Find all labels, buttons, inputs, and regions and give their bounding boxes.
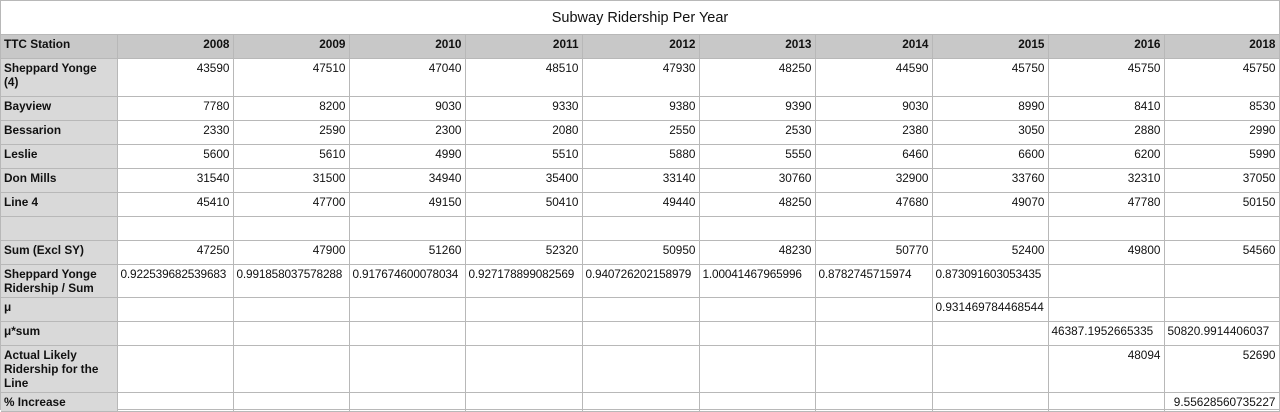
- table-cell[interactable]: 9380: [582, 96, 699, 120]
- row-label[interactable]: Bayview: [1, 96, 117, 120]
- table-cell[interactable]: [117, 216, 233, 240]
- table-cell[interactable]: [233, 321, 349, 345]
- header-year[interactable]: 2008: [117, 35, 233, 58]
- table-cell[interactable]: [349, 321, 465, 345]
- table-cell[interactable]: [932, 392, 1048, 411]
- header-year[interactable]: 2012: [582, 35, 699, 58]
- sheet-title[interactable]: Subway Ridership Per Year: [1, 1, 1279, 35]
- table-cell[interactable]: 0.917674600078034: [349, 264, 465, 297]
- table-cell[interactable]: 9.55628560735227: [1164, 392, 1279, 411]
- table-cell[interactable]: 2300: [349, 120, 465, 144]
- header-year[interactable]: 2011: [465, 35, 582, 58]
- table-cell[interactable]: [233, 392, 349, 411]
- table-cell[interactable]: 33140: [582, 168, 699, 192]
- table-cell[interactable]: 50820.9914406037: [1164, 321, 1279, 345]
- table-cell[interactable]: 52400: [932, 240, 1048, 264]
- table-cell[interactable]: 32310: [1048, 168, 1164, 192]
- table-cell[interactable]: [349, 345, 465, 392]
- row-label[interactable]: Line 4: [1, 192, 117, 216]
- table-row: [1, 192, 1279, 216]
- table-cell[interactable]: 33760: [932, 168, 1048, 192]
- table-row: [1, 96, 1279, 120]
- header-row: [1, 35, 1279, 58]
- table-cell[interactable]: 0.991858037578288: [233, 264, 349, 297]
- table-cell[interactable]: 0.8782745715974: [815, 264, 932, 297]
- table-cell[interactable]: 45750: [932, 58, 1048, 96]
- table-cell[interactable]: 47900: [233, 240, 349, 264]
- header-station[interactable]: TTC Station: [1, 35, 117, 58]
- table-cell[interactable]: 47930: [582, 58, 699, 96]
- table-cell[interactable]: 2330: [117, 120, 233, 144]
- table-cell[interactable]: 45750: [1048, 58, 1164, 96]
- table-cell[interactable]: [582, 392, 699, 411]
- table-cell[interactable]: [349, 297, 465, 321]
- table-cell[interactable]: [815, 297, 932, 321]
- table-cell[interactable]: 5880: [582, 144, 699, 168]
- table-row: [1, 321, 1279, 345]
- table-cell[interactable]: 2380: [815, 120, 932, 144]
- table-row: [1, 120, 1279, 144]
- table-cell[interactable]: 54560: [1164, 240, 1279, 264]
- table-cell[interactable]: [1164, 216, 1279, 240]
- table-cell[interactable]: [349, 216, 465, 240]
- table-cell[interactable]: [465, 392, 582, 411]
- table-cell[interactable]: [699, 297, 815, 321]
- table-cell[interactable]: 51260: [349, 240, 465, 264]
- row-label[interactable]: Actual Likely Ridership for the Line: [1, 345, 117, 392]
- table-cell[interactable]: 0.922539682539683: [117, 264, 233, 297]
- table-cell[interactable]: [815, 345, 932, 392]
- table-cell[interactable]: 31500: [233, 168, 349, 192]
- table-cell[interactable]: 47250: [117, 240, 233, 264]
- table-cell[interactable]: [117, 321, 233, 345]
- table-cell[interactable]: 2990: [1164, 120, 1279, 144]
- table-cell[interactable]: 5550: [699, 144, 815, 168]
- row-label[interactable]: μ: [1, 297, 117, 321]
- header-year[interactable]: 2016: [1048, 35, 1164, 58]
- row-label[interactable]: Bessarion: [1, 120, 117, 144]
- table-cell[interactable]: [117, 345, 233, 392]
- table-cell[interactable]: [815, 216, 932, 240]
- row-label[interactable]: Sheppard Yonge Ridership / Sum: [1, 264, 117, 297]
- table-cell[interactable]: 1.00041467965996: [699, 264, 815, 297]
- table-cell[interactable]: 45410: [117, 192, 233, 216]
- table-row: [1, 264, 1279, 297]
- table-cell[interactable]: [932, 321, 1048, 345]
- table-cell[interactable]: 30760: [699, 168, 815, 192]
- table-cell[interactable]: 8990: [932, 96, 1048, 120]
- table-cell[interactable]: 9330: [465, 96, 582, 120]
- table-cell[interactable]: 2550: [582, 120, 699, 144]
- row-label[interactable]: μ*sum: [1, 321, 117, 345]
- table-cell[interactable]: 44590: [815, 58, 932, 96]
- table-cell[interactable]: 6460: [815, 144, 932, 168]
- table-cell[interactable]: [1164, 297, 1279, 321]
- table-cell[interactable]: 8410: [1048, 96, 1164, 120]
- table-cell[interactable]: 49150: [349, 192, 465, 216]
- table-cell[interactable]: 5510: [465, 144, 582, 168]
- table-cell[interactable]: [465, 297, 582, 321]
- table-cell[interactable]: 50410: [465, 192, 582, 216]
- row-label[interactable]: [1, 216, 117, 240]
- table-cell[interactable]: [932, 345, 1048, 392]
- ridership-table: [1, 35, 1280, 412]
- table-cell[interactable]: [465, 216, 582, 240]
- table-cell[interactable]: 6200: [1048, 144, 1164, 168]
- table-cell[interactable]: [233, 297, 349, 321]
- table-cell[interactable]: 0.927178899082569: [465, 264, 582, 297]
- table-cell[interactable]: 50150: [1164, 192, 1279, 216]
- table-cell[interactable]: 48510: [465, 58, 582, 96]
- header-year[interactable]: 2013: [699, 35, 815, 58]
- table-cell[interactable]: [932, 216, 1048, 240]
- header-year[interactable]: 2010: [349, 35, 465, 58]
- table-cell[interactable]: [815, 321, 932, 345]
- table-row: [1, 297, 1279, 321]
- table-cell[interactable]: 49440: [582, 192, 699, 216]
- table-cell[interactable]: 0.873091603053435: [932, 264, 1048, 297]
- table-cell[interactable]: 45750: [1164, 58, 1279, 96]
- table-cell[interactable]: [349, 392, 465, 411]
- table-cell[interactable]: 8530: [1164, 96, 1279, 120]
- table-cell[interactable]: [582, 321, 699, 345]
- table-cell[interactable]: 52690: [1164, 345, 1279, 392]
- table-cell[interactable]: 49800: [1048, 240, 1164, 264]
- table-cell[interactable]: 2590: [233, 120, 349, 144]
- table-cell[interactable]: 46387.1952665335: [1048, 321, 1164, 345]
- table-cell[interactable]: [1048, 216, 1164, 240]
- table-cell[interactable]: 31540: [117, 168, 233, 192]
- table-cell[interactable]: [699, 321, 815, 345]
- table-cell[interactable]: [1164, 264, 1279, 297]
- table-cell[interactable]: 47700: [233, 192, 349, 216]
- header-year[interactable]: 2014: [815, 35, 932, 58]
- table-cell[interactable]: 47680: [815, 192, 932, 216]
- header-year[interactable]: 2015: [932, 35, 1048, 58]
- table-cell[interactable]: 52320: [465, 240, 582, 264]
- table-cell[interactable]: [465, 345, 582, 392]
- table-cell[interactable]: 7780: [117, 96, 233, 120]
- row-label[interactable]: Sheppard Yonge (4): [1, 58, 117, 96]
- table-cell[interactable]: 9030: [349, 96, 465, 120]
- table-cell[interactable]: 48250: [699, 192, 815, 216]
- table-cell[interactable]: 47780: [1048, 192, 1164, 216]
- table-cell[interactable]: [117, 297, 233, 321]
- table-cell[interactable]: 5610: [233, 144, 349, 168]
- table-cell[interactable]: 50770: [815, 240, 932, 264]
- table-row: [1, 168, 1279, 192]
- table-cell[interactable]: 0.940726202158979: [582, 264, 699, 297]
- table-row: [1, 58, 1279, 96]
- table-cell[interactable]: [465, 321, 582, 345]
- table-cell[interactable]: 48230: [699, 240, 815, 264]
- row-label[interactable]: Sum (Excl SY): [1, 240, 117, 264]
- table-cell[interactable]: [582, 345, 699, 392]
- header-year[interactable]: 2018: [1164, 35, 1279, 58]
- table-cell[interactable]: 5990: [1164, 144, 1279, 168]
- table-row: [1, 392, 1279, 411]
- table-cell[interactable]: 32900: [815, 168, 932, 192]
- table-row: [1, 345, 1279, 392]
- table-cell[interactable]: [815, 392, 932, 411]
- table-cell[interactable]: [1048, 297, 1164, 321]
- table-cell[interactable]: 43590: [117, 58, 233, 96]
- table-cell[interactable]: [699, 216, 815, 240]
- table-cell[interactable]: 48094: [1048, 345, 1164, 392]
- table-cell[interactable]: 48250: [699, 58, 815, 96]
- table-cell[interactable]: [699, 345, 815, 392]
- table-cell[interactable]: 49070: [932, 192, 1048, 216]
- table-cell[interactable]: 47510: [233, 58, 349, 96]
- table-cell[interactable]: 5600: [117, 144, 233, 168]
- header-year[interactable]: 2009: [233, 35, 349, 58]
- table-cell[interactable]: 37050: [1164, 168, 1279, 192]
- table-cell[interactable]: [233, 345, 349, 392]
- table-cell[interactable]: [1048, 392, 1164, 411]
- table-cell[interactable]: [233, 216, 349, 240]
- row-label[interactable]: % Increase: [1, 392, 117, 411]
- table-cell[interactable]: 47040: [349, 58, 465, 96]
- table-cell[interactable]: [117, 392, 233, 411]
- table-cell[interactable]: 35400: [465, 168, 582, 192]
- row-label[interactable]: Leslie: [1, 144, 117, 168]
- table-cell[interactable]: 9030: [815, 96, 932, 120]
- table-row: [1, 216, 1279, 240]
- table-cell[interactable]: 9390: [699, 96, 815, 120]
- table-cell[interactable]: 2880: [1048, 120, 1164, 144]
- table-cell[interactable]: 2080: [465, 120, 582, 144]
- row-label[interactable]: Don Mills: [1, 168, 117, 192]
- table-cell[interactable]: 34940: [349, 168, 465, 192]
- table-cell[interactable]: 50950: [582, 240, 699, 264]
- table-row: [1, 144, 1279, 168]
- table-cell[interactable]: 0.931469784468544: [932, 297, 1048, 321]
- table-cell[interactable]: 8200: [233, 96, 349, 120]
- table-cell[interactable]: [699, 392, 815, 411]
- table-cell[interactable]: 4990: [349, 144, 465, 168]
- table-cell[interactable]: 2530: [699, 120, 815, 144]
- table-cell[interactable]: [1048, 264, 1164, 297]
- table-cell[interactable]: [582, 216, 699, 240]
- table-cell[interactable]: [582, 297, 699, 321]
- table-row: [1, 240, 1279, 264]
- table-cell[interactable]: 6600: [932, 144, 1048, 168]
- table-cell[interactable]: 3050: [932, 120, 1048, 144]
